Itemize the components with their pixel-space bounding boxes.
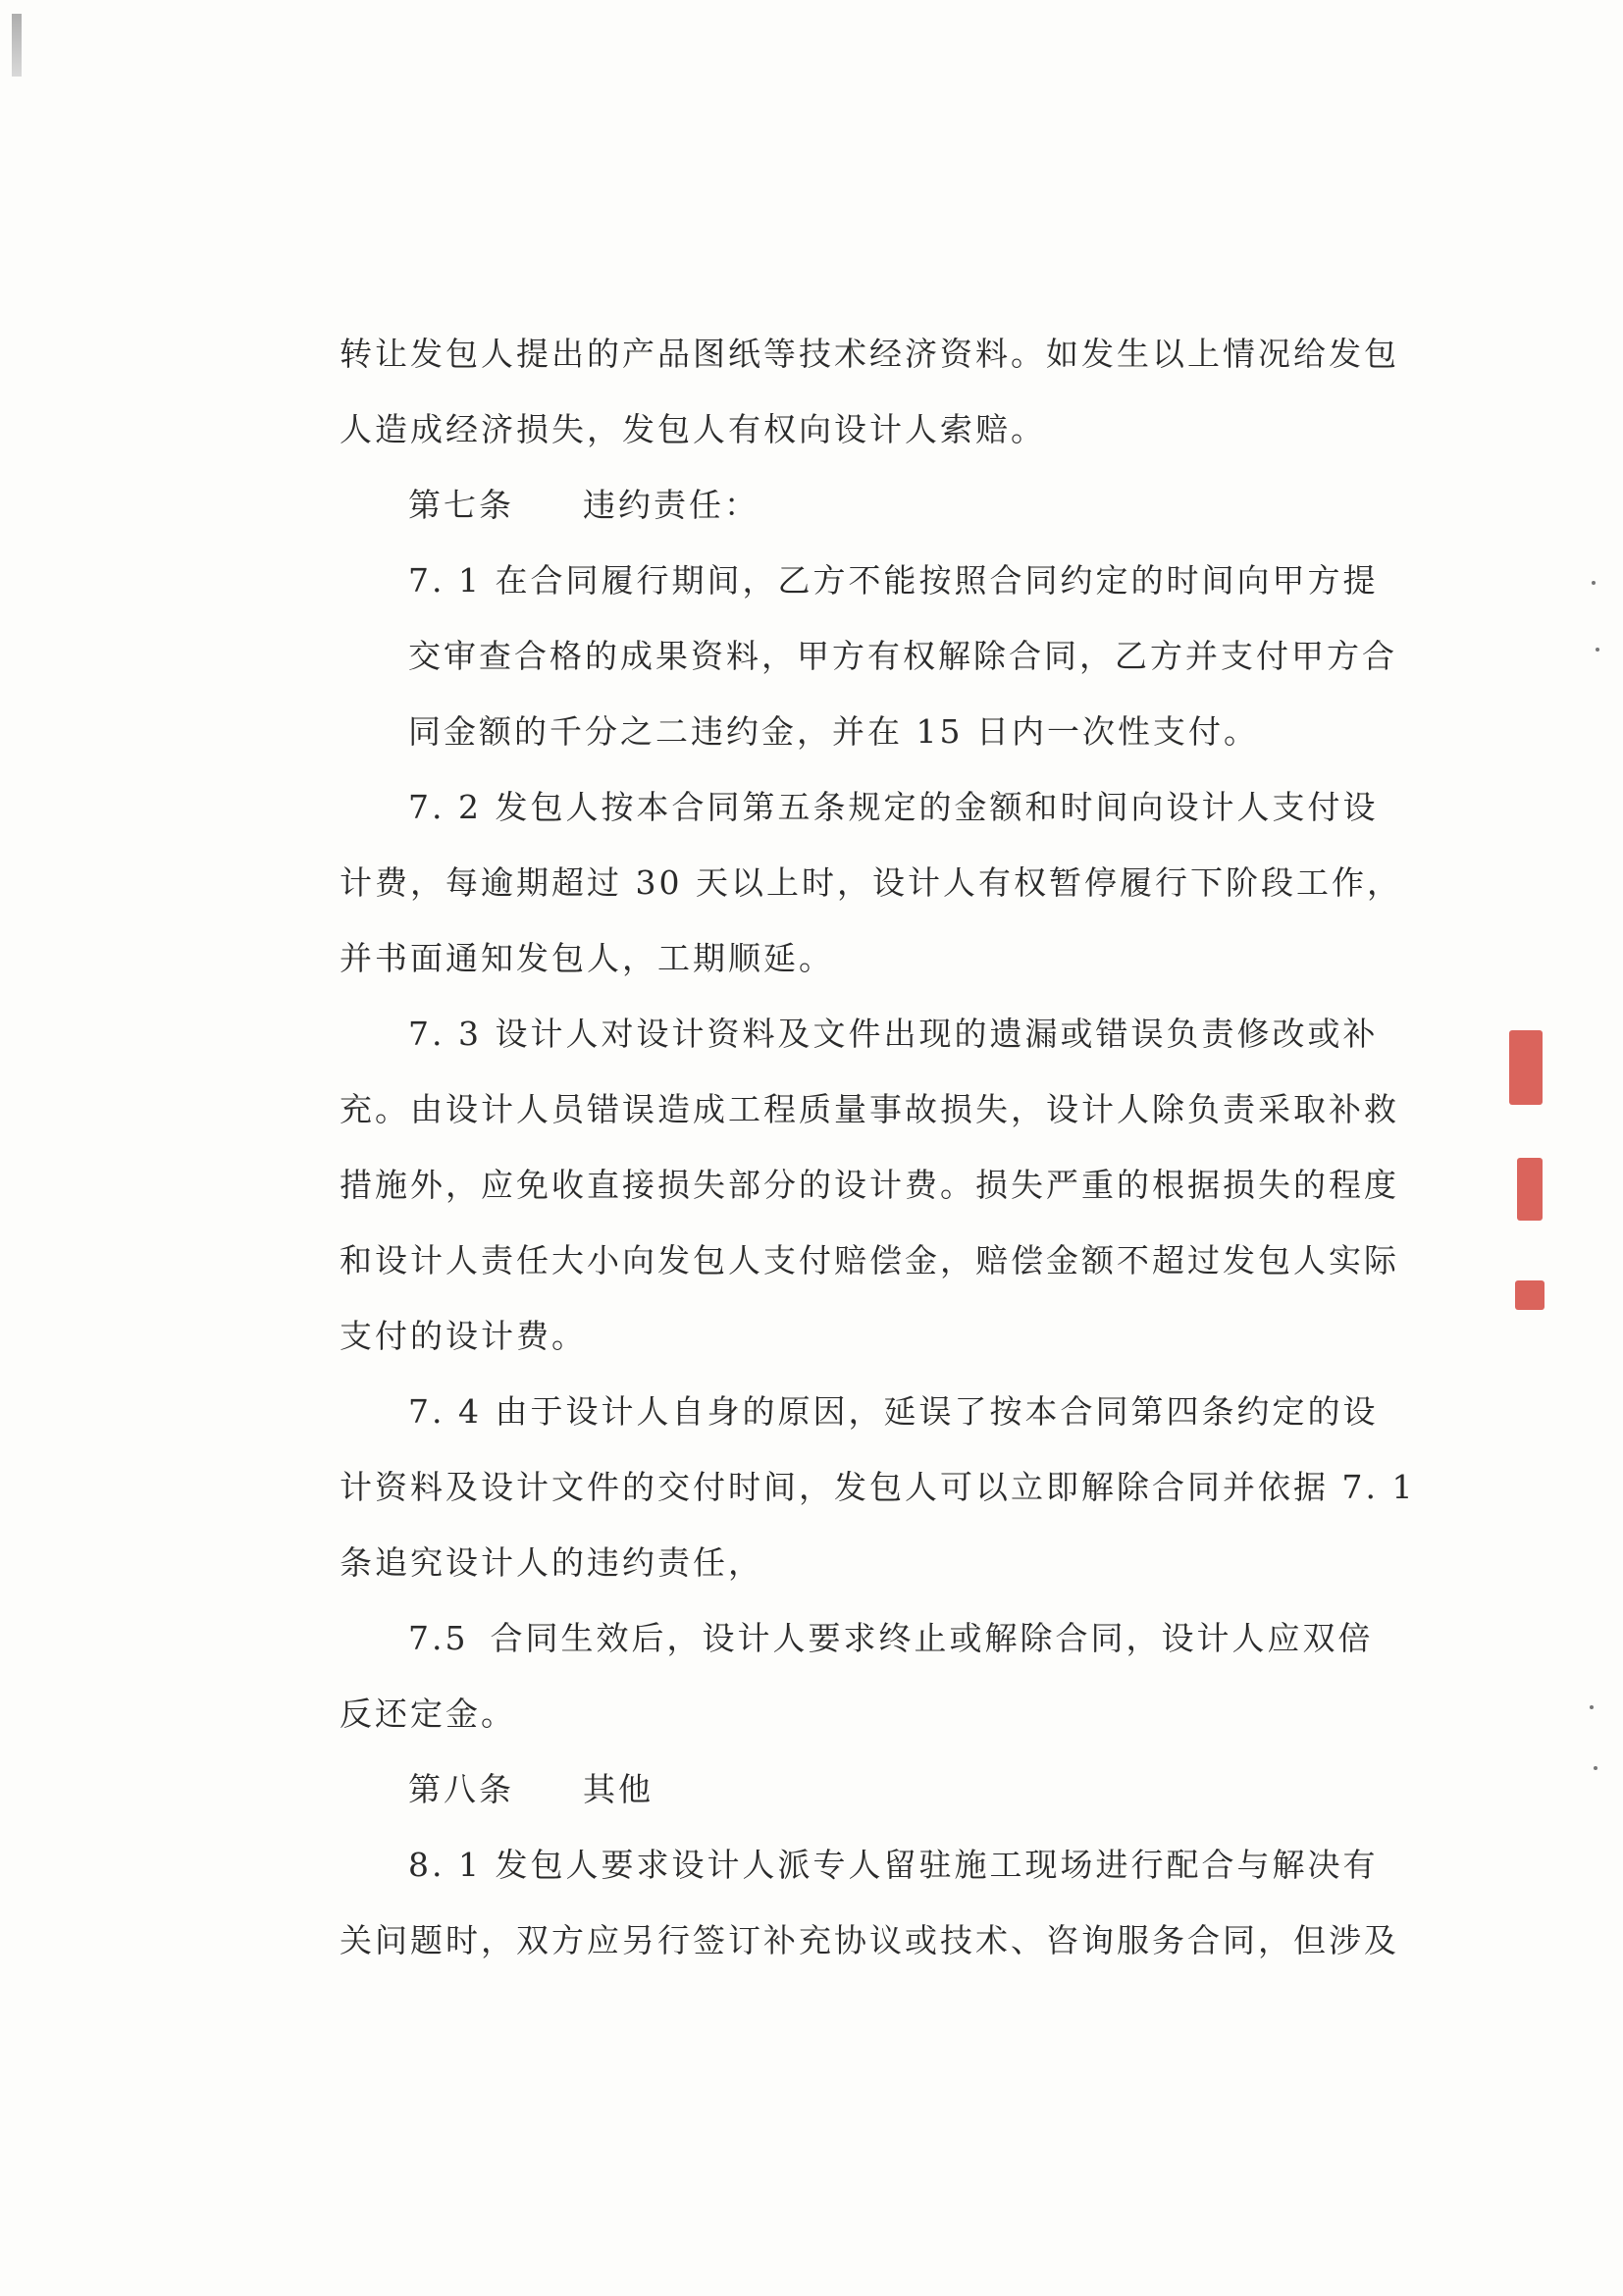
clause-7-3-line: 7. 3 设计人对设计资料及文件出现的遗漏或错误负责修改或补 bbox=[408, 1015, 1379, 1053]
text-line: 条追究设计人的违约责任， bbox=[340, 1543, 763, 1582]
contract-text bbox=[340, 316, 1416, 1978]
article-8-heading bbox=[340, 1751, 1340, 1827]
scan-speck bbox=[1592, 581, 1596, 585]
scan-speck bbox=[1590, 1705, 1594, 1709]
text-line: 措施外，应免收直接损失部分的设计费。损失严重的根据损失的程度 bbox=[340, 1166, 1399, 1204]
clause-7-1-line: 7. 1 在合同履行期间，乙方不能按照合同约定的时间向甲方提 bbox=[408, 561, 1379, 600]
clause-7-2-line: 7. 2 发包人按本合同第五条规定的金额和时间向设计人支付设 bbox=[408, 788, 1379, 826]
seal-fragment bbox=[1515, 1280, 1544, 1310]
article-8-title: 其他 bbox=[583, 1770, 654, 1808]
clause-7-1-line: 交审查合格的成果资料，甲方有权解除合同，乙方并支付甲方合 bbox=[408, 637, 1397, 675]
scan-edge-mark bbox=[12, 14, 22, 77]
text-line: 和设计人责任大小向发包人支付赔偿金，赔偿金额不超过发包人实际 bbox=[340, 1241, 1399, 1279]
article-7-heading bbox=[340, 467, 1340, 543]
clause-7-4-line: 7. 4 由于设计人自身的原因，延误了按本合同第四条约定的设 bbox=[408, 1392, 1379, 1431]
seal-fragment bbox=[1509, 1030, 1543, 1105]
text-line: 支付的设计费。 bbox=[340, 1317, 587, 1355]
clause-7-5-text: 合同生效后，设计人要求终止或解除合同，设计人应双倍 bbox=[490, 1619, 1374, 1657]
text-line: 计费，每逾期超过 30 天以上时，设计人有权暂停履行下阶段工作， bbox=[340, 863, 1402, 902]
article-7-number: 第七条 bbox=[408, 486, 514, 524]
clause-8-1-line: 8. 1 发包人要求设计人派专人留驻施工现场进行配合与解决有 bbox=[408, 1846, 1379, 1884]
text-line: 充。由设计人员错误造成工程质量事故损失，设计人除负责采取补救 bbox=[340, 1090, 1399, 1128]
text-line: 并书面通知发包人，工期顺延。 bbox=[340, 939, 834, 977]
article-7-title: 违约责任： bbox=[583, 486, 759, 524]
text-line: 计资料及设计文件的交付时间，发包人可以立即解除合同并依据 7. 1 bbox=[340, 1468, 1416, 1506]
clause-7-1-line: 同金额的千分之二违约金，并在 15 日内一次性支付。 bbox=[408, 712, 1259, 751]
article-8-number: 第八条 bbox=[408, 1770, 514, 1808]
text-line: 人造成经济损失，发包人有权向设计人索赔。 bbox=[340, 410, 1046, 448]
text-line: 转让发包人提出的产品图纸等技术经济资料。如发生以上情况给发包 bbox=[340, 335, 1399, 373]
seal-fragment bbox=[1517, 1158, 1543, 1221]
text-line: 关问题时，双方应另行签订补充协议或技术、咨询服务合同，但涉及 bbox=[340, 1921, 1399, 1959]
text-line: 反还定金。 bbox=[340, 1695, 516, 1733]
scan-speck bbox=[1596, 648, 1599, 652]
scan-speck bbox=[1594, 1766, 1597, 1770]
clause-7-5-line bbox=[340, 1600, 1374, 1676]
clause-7-5-number: 7.5 bbox=[408, 1619, 469, 1657]
